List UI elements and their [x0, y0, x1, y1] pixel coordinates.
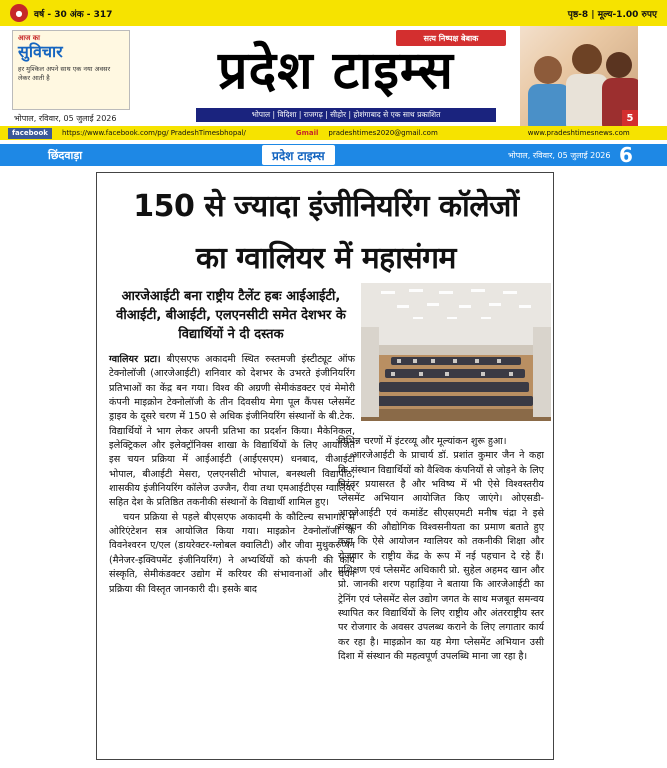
suvichar-title: सुविचार	[18, 42, 63, 61]
suvichar-box	[12, 30, 130, 110]
issue-info: वर्ष - 30 अंक - 317	[34, 9, 113, 20]
email-link[interactable]: pradeshtimes2020@gmail.com	[328, 129, 438, 137]
ad-page-number: 5	[622, 110, 638, 126]
page-price: पृष्ठ-8 | मूल्य-1.00 रुपए	[567, 9, 657, 20]
top-info-bar	[0, 0, 667, 26]
masthead-date: भोपाल, रविवार, 05 जुलाई 2026	[14, 114, 117, 123]
tagline-badge: सत्य निष्पक्ष बेबाक	[396, 30, 506, 46]
article-subhead: आरजेआईटी बना राष्ट्रीय टैलेंट हबः आईआईटी, वीआईटी, बीआईटी, एलएनसीटी समेत देशभर के विद्यार्थियों ने दी दस्तक	[116, 289, 346, 342]
suvichar-text: हर मुश्किल अपने साथ एक नया अवसर लेकर आती है	[18, 65, 111, 82]
section-paper-name: प्रदेश टाइम्स	[262, 145, 335, 165]
article-column-2	[338, 435, 544, 665]
article-headline: 150 से ज्यादा इंजीनियरिंग कॉलेजों का ग्वालियर में महासंगम	[133, 189, 519, 276]
section-city: छिंदवाड़ा	[48, 148, 83, 162]
section-header-bar	[0, 144, 667, 166]
article-paragraph	[109, 353, 355, 511]
newspaper-title: प्रदेश टाइम्स	[218, 40, 454, 101]
website-link[interactable]: www.pradeshtimesnews.com	[527, 129, 630, 137]
auditorium-image	[361, 283, 551, 421]
section-page-number: 6	[619, 143, 633, 167]
article-column-1	[109, 353, 355, 597]
editions-strip: भोपाल | विदिशा | राजगढ़ | सीहोर | होशंगाबाद से एक साथ प्रकाशित	[196, 108, 496, 122]
auditorium-photo	[361, 283, 551, 421]
article-dateline: ग्वालियर प्रटा।	[109, 354, 161, 365]
section-date: भोपाल, रविवार, 05 जुलाई 2026	[508, 150, 611, 160]
facebook-url-link[interactable]: https://www.facebook.com/pg/ PradeshTimesbhopal/	[61, 129, 246, 137]
article-col2-p1: विभिन्न चरणों में इंटरव्यू और मूल्यांकन शुरू हुआ।	[338, 436, 507, 447]
gmail-icon: Gmail	[295, 129, 319, 137]
family-ad-image	[520, 26, 638, 126]
news-article	[96, 172, 554, 760]
issue-badge-icon: ●	[10, 4, 28, 22]
facebook-icon: facebook	[8, 128, 52, 139]
suvichar-small-label: आज का	[18, 34, 40, 42]
article-col2-p2: आरजेआईटी के प्राचार्य डॉ. प्रशांत कुमार जैन ने कहा कि संस्थान विद्यार्थियों को वैश्विक कंपनियों से जोड़ने के लिए निरंतर प्रयासरत है और भविष्य में भी ऐसे विश्वस्तरीय प्लेसमेंट अभियान आयोजित किए जाएंगे। ओएसडी-आरजेआईटी एवं कमांडेंट सीएसएमटी मनीष चंद्रा ने इसे संस्थान की औद्योगिक विश्वसनीयता का प्रमाण बताते हुए कहा कि ऐसे आयोजन ग्वालियर को तकनीकी शिक्षा और रोजगार के राष्ट्रीय केंद्र के रूप में नई पहचान दे रहे हैं। प्रशिक्षण एवं प्लेसमेंट अधिकारी प्रो. सुहेल अहमद खान और प्रो. जानकी शरण पहाड़िया ने बताया कि आरजेआईटी का ट्रेनिंग एवं प्लेसमेंट सेल उद्योग जगत के साथ मजबूत समन्वय स्थापित कर विद्यार्थियों के लिए राष्ट्रीय और अंतरराष्ट्रीय स्तर पर रोजगार के अवसर उपलब्ध कराने के लिए लगातार कार्य कर रहा है। माइक्रोन का यह मेगा प्लेसमेंट अभियान उसी दिशा में संस्थान की महत्वपूर्ण उपलब्धि माना जा रहा है।	[338, 450, 544, 663]
article-col1-p1: बीएसएफ अकादमी स्थित रुस्तमजी इंस्टीट्यूट ऑफ टेक्नोलॉजी (आरजेआईटी) शनिवार को देशभर के उभरते इंजीनियरिंग प्रतिभाओं का केंद्र बन गया। विश्व की अग्रणी सेमीकंडक्टर एवं मेमोरी कंपनी माइक्रोन टेक्नोलॉजी के तीन दिवसीय मेगा पूल कैंपस प्लेसमेंट ड्राइव के दूसरे चरण में 150 से अधिक इंजीनियरिंग संस्थानों के बी.टेक. विद्यार्थियों ने भाग लेकर अपनी प्रतिभा का प्रदर्शन किया। मैकेनिकल, इलेक्ट्रिकल और इलेक्ट्रॉनिक्स शाखा के विद्यार्थियों के लिए आयोजित इस चयन प्रक्रिया में आईआईटी (आईएसएम) धनबाद, वीआईटी भोपाल, बीआईटी मेसरा, एलएनसीटी भोपाल, बनस्थली विद्यापीठ, शासकीय इंजीनियरिंग कॉलेज उज्जैन, रीवा तथा एमआईटीएस ग्वालियर सहित देश के प्रतिष्ठित तकनीकी संस्थानों के विद्यार्थी शामिल हुए।	[109, 354, 355, 509]
article-col1-p2: चयन प्रक्रिया से पहले बीएसएफ अकादमी के कौटिल्य सभागार में ओरिएंटेशन सत्र आयोजित किया गया। माइक्रोन टेक्नोलॉजी के विवनेश्वरन ए/एल (डायरेक्टर-ग्लोबल क्वालिटी) और जीवा मुथुकरुप्पन (मैनेजर-इक्विपमेंट इंजीनियरिंग) ने अभ्यर्थियों को कंपनी की कार्य संस्कृति, सेमीकंडक्टर उद्योग में करियर की संभावनाओं और चयन प्रक्रिया की विस्तृत जानकारी दी। इसके बाद	[109, 511, 355, 595]
social-bar	[0, 126, 667, 140]
